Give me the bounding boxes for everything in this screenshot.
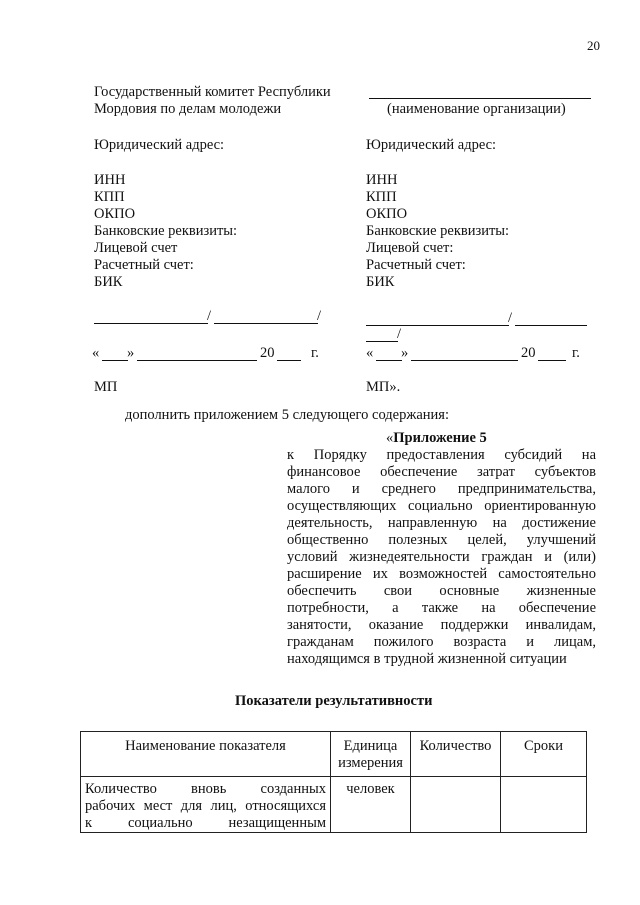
appendix-line: к Порядку предоставления субсидий на (287, 447, 596, 463)
appendix-title: Приложение 5 (393, 430, 487, 446)
appendix-line: финансовое обеспечение затрат субъектов (287, 464, 596, 480)
appendix-line: деятельность, направленную на достижение (287, 515, 596, 531)
appendix-line: осуществляющих социально ориентированную (287, 498, 596, 514)
appendix-line: обеспечить свои основные жизненные (287, 583, 596, 599)
left-date-suffix: г. (311, 345, 319, 361)
appendix-line: малого и среднего предпринимательства, (287, 481, 596, 497)
right-seal: МП». (366, 379, 401, 395)
supplement-text: дополнить приложением 5 следующего содержания: (125, 407, 450, 423)
appendix-line: потребности, а также на обеспечение (287, 600, 596, 616)
left-party-name-line2: Мордовия по делам молодежи (94, 101, 282, 117)
right-okpo: ОКПО (366, 206, 408, 222)
appendix-quote: « (386, 430, 394, 446)
cell-quantity (411, 777, 501, 833)
right-date-open-quote: « (366, 345, 374, 361)
left-party-name-line1: Государственный комитет Республики (94, 84, 331, 100)
left-date-open-quote: « (92, 345, 100, 361)
appendix-line: расширение их возможностей самостоятельно (287, 566, 596, 582)
appendix-line: занятости, оказание поддержки инвалидам, (287, 617, 596, 633)
right-kpp: КПП (366, 189, 397, 205)
right-signature-slash-2: / (397, 326, 402, 342)
appendix-line: находящимся в трудной жизненной ситуации (287, 651, 567, 667)
left-inn: ИНН (94, 172, 126, 188)
appendix-heading (386, 430, 487, 447)
right-date-month-line (411, 360, 518, 361)
appendix-line: условий жизнедеятельности граждан и (или) (287, 549, 596, 565)
left-bik: БИК (94, 274, 123, 290)
page-number: 20 (587, 38, 600, 53)
right-date-day-line (376, 360, 402, 361)
right-org-name-line (369, 98, 591, 99)
left-date-year-line (277, 360, 301, 361)
right-signature-line-2 (515, 325, 587, 326)
right-inn: ИНН (366, 172, 398, 188)
cell-unit: человек (331, 777, 411, 833)
left-seal: МП (94, 379, 118, 395)
right-bank-details: Банковские реквизиты: (366, 223, 510, 239)
section-title: Показатели результативности (235, 693, 433, 709)
left-signature-slash-1: / (207, 308, 212, 324)
header-quantity: Количество (411, 732, 501, 777)
left-bank-details: Банковские реквизиты: (94, 223, 238, 239)
table-row (81, 777, 587, 833)
header-unit: Единица измерения (331, 732, 411, 777)
right-legal-address: Юридический адрес: (366, 137, 497, 153)
right-signature-slash-1: / (508, 310, 513, 326)
left-kpp: КПП (94, 189, 125, 205)
right-bik: БИК (366, 274, 395, 290)
right-settlement-account: Расчетный счет: (366, 257, 466, 273)
left-legal-address: Юридический адрес: (94, 137, 225, 153)
left-signature-line-2 (214, 323, 318, 324)
right-org-placeholder: (наименование организации) (387, 101, 566, 117)
left-signature-line-1 (94, 323, 208, 324)
right-date-suffix: г. (572, 345, 580, 361)
right-signature-line-3 (366, 341, 398, 342)
right-date-year: 20 (521, 345, 536, 361)
cell-terms (501, 777, 587, 833)
right-personal-account: Лицевой счет: (366, 240, 454, 256)
left-settlement-account: Расчетный счет: (94, 257, 194, 273)
right-date-close-quote: » (401, 345, 409, 361)
left-date-month-line (137, 360, 257, 361)
left-date-close-quote: » (127, 345, 135, 361)
right-date-year-line (538, 360, 566, 361)
indicator-name-line: рабочих мест для лиц, относящихся (85, 798, 326, 814)
indicators-table (80, 731, 587, 833)
left-date-day-line (102, 360, 128, 361)
appendix-line: гражданам пожилого возраста и лицам, (287, 634, 596, 650)
indicator-name-line: Количество вновь созданных (85, 781, 326, 797)
header-indicator-name: Наименование показателя (81, 732, 331, 777)
appendix-description (287, 447, 596, 668)
cell-indicator-name (81, 777, 331, 833)
right-signature-line-1 (366, 325, 509, 326)
table-header-row (81, 732, 587, 777)
left-signature-slash-2: / (317, 308, 322, 324)
left-personal-account: Лицевой счет (94, 240, 178, 256)
left-date-year: 20 (260, 345, 275, 361)
left-okpo: ОКПО (94, 206, 136, 222)
header-terms: Сроки (501, 732, 587, 777)
indicator-name-line: к социально незащищенным (85, 815, 326, 831)
appendix-line: общественно полезных целей, улучшений (287, 532, 596, 548)
